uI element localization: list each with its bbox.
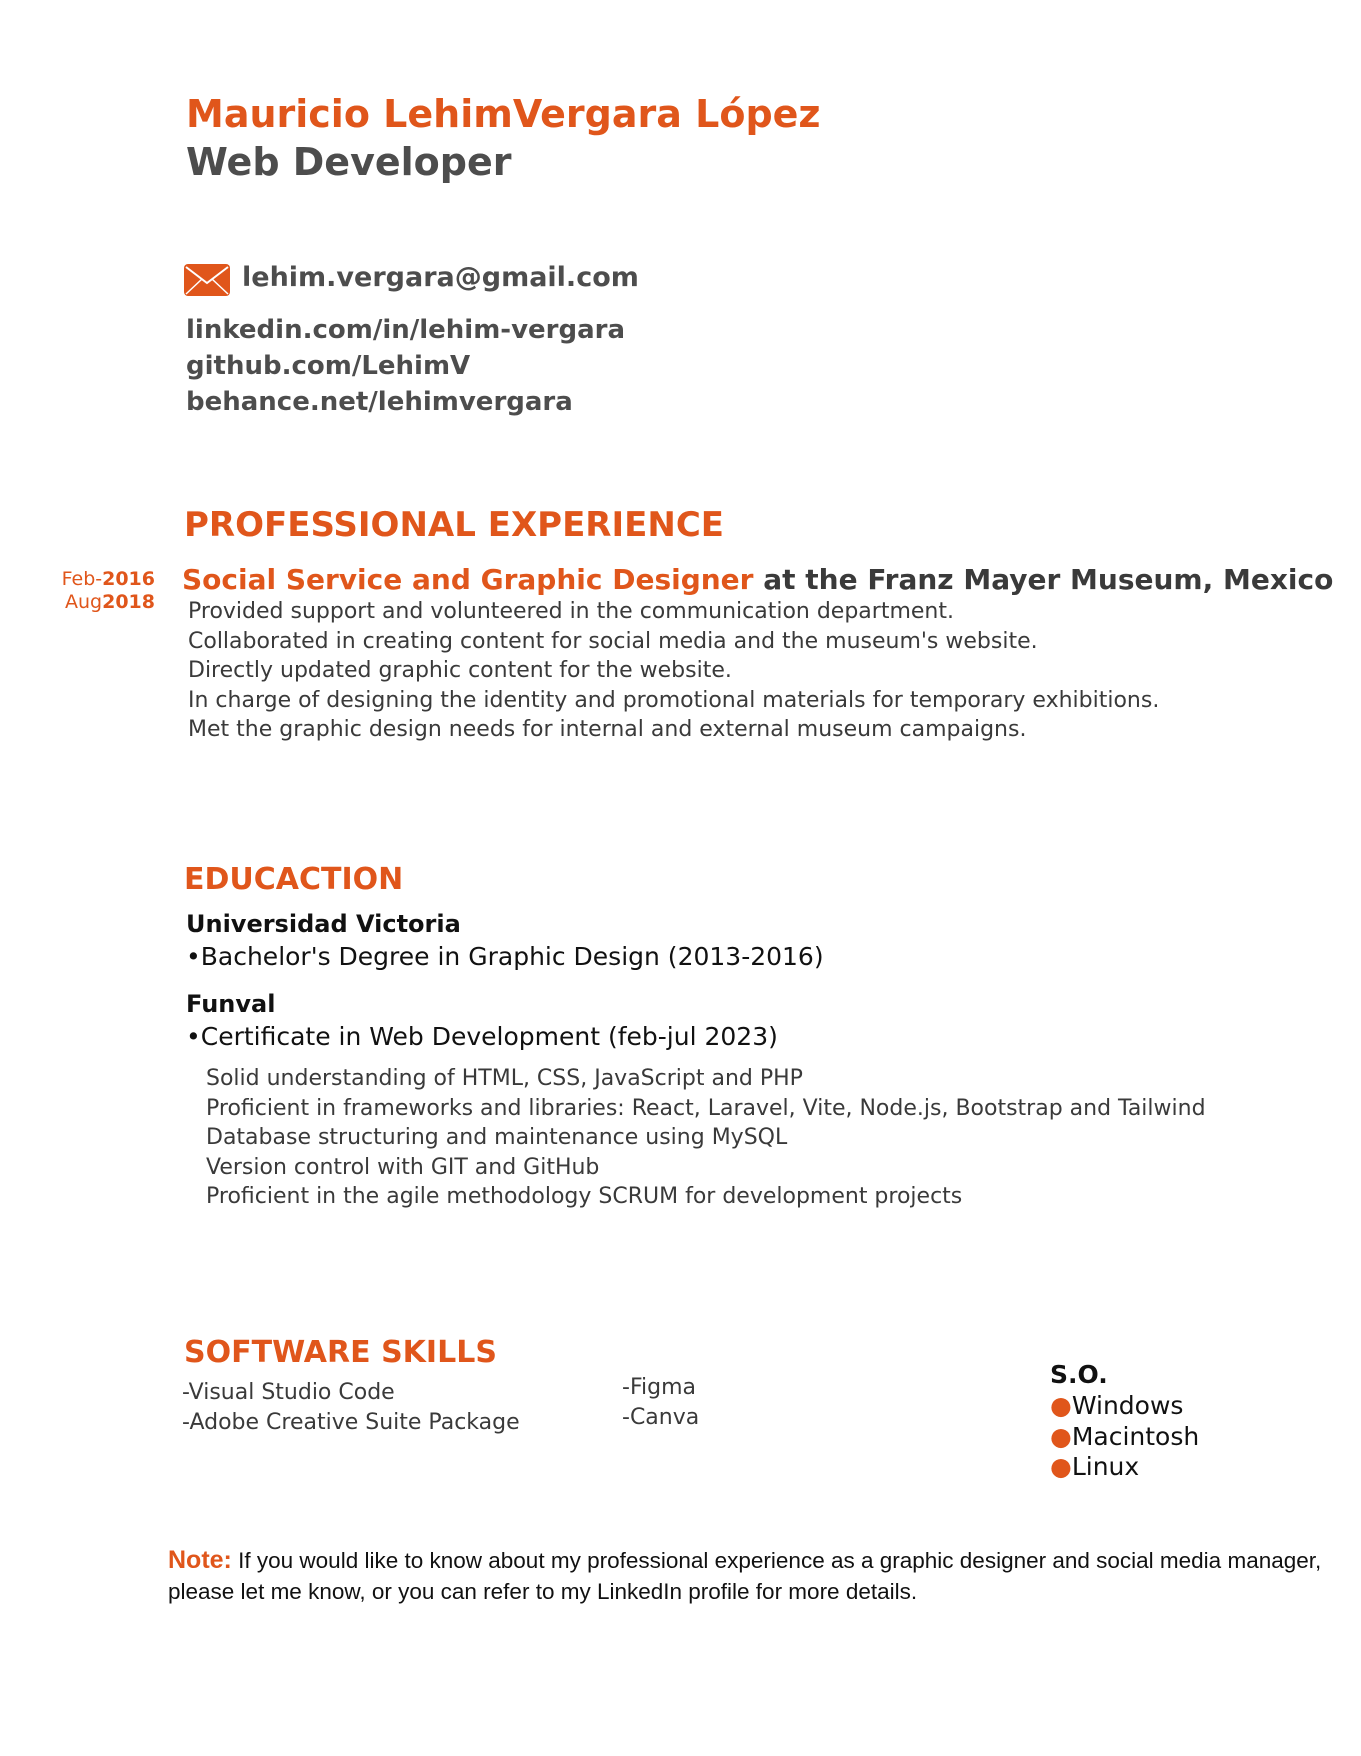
detail-item: Proficient in frameworks and libraries: React, Laravel, Vite, Node.js, Bootstrap and Tailwind — [206, 1095, 1206, 1121]
skill-item: -Figma — [622, 1375, 696, 1400]
job-company: at the Franz Mayer Museum, Mexico — [753, 563, 1334, 596]
experience-heading: PROFESSIONAL EXPERIENCE — [184, 505, 724, 545]
bullet-icon: ● — [1050, 1391, 1072, 1420]
skill-item: -Adobe Creative Suite Package — [182, 1410, 520, 1435]
school-name: Funval — [186, 990, 276, 1018]
os-item — [1050, 1452, 1199, 1483]
duty-item: Met the graphic design needs for internal and external museum campaigns. — [188, 717, 1027, 743]
bullet-icon: ● — [1050, 1452, 1072, 1481]
full-name: Mauricio LehimVergara López — [186, 92, 821, 136]
os-item — [1050, 1422, 1199, 1453]
duty-item: Collaborated in creating content for social media and the museum's website. — [188, 628, 1038, 654]
job-title-line — [182, 563, 1333, 596]
behance-link[interactable]: behance.net/lehimvergara — [186, 387, 573, 417]
job-title: Web Developer — [186, 140, 512, 184]
note-paragraph — [168, 1545, 1348, 1607]
profile-links — [186, 312, 625, 420]
os-item — [1050, 1391, 1199, 1422]
detail-item: Database structuring and maintenance using MySQL — [206, 1125, 788, 1151]
note-label: Note: — [168, 1546, 232, 1574]
detail-item: Solid understanding of HTML, CSS, JavaScript and PHP — [206, 1066, 803, 1091]
github-link[interactable]: github.com/LehimV — [186, 351, 471, 381]
start-year: 2016 — [102, 568, 155, 590]
email-link[interactable]: lehim.vergara@gmail.com — [242, 262, 639, 293]
education-heading: EDUCACTION — [184, 862, 404, 897]
os-list — [1050, 1391, 1199, 1483]
school-degree: •Certificate in Web Development (feb-jul 2023) — [186, 1022, 778, 1051]
skill-item: -Visual Studio Code — [182, 1380, 395, 1405]
certificate-details — [206, 1064, 1206, 1212]
note-text: If you would like to know about my professional experience as a graphic designer and social media manager, please let me know, or you can refer to my LinkedIn profile for more details. — [168, 1548, 1322, 1604]
duty-item: Provided support and volunteered in the communication department. — [188, 599, 954, 624]
skills-heading: SOFTWARE SKILLS — [184, 1335, 497, 1370]
start-month: Feb- — [61, 568, 103, 590]
school-name: Universidad Victoria — [186, 910, 461, 938]
skills-column-1 — [182, 1378, 520, 1438]
duty-item: Directly updated graphic content for the website. — [188, 658, 732, 684]
end-month: Aug — [65, 591, 103, 613]
os-heading: S.O. — [1050, 1360, 1108, 1389]
os-label: Linux — [1071, 1452, 1140, 1481]
job-dates — [40, 568, 155, 614]
envelope-icon — [184, 264, 230, 296]
duty-item: In charge of designing the identity and promotional materials for temporary exhibitions. — [188, 687, 1160, 713]
detail-item: Version control with GIT and GitHub — [206, 1154, 600, 1180]
os-label: Macintosh — [1071, 1421, 1200, 1451]
job-duties — [188, 597, 1159, 745]
bullet-icon: ● — [1050, 1421, 1072, 1451]
skills-column-2 — [622, 1373, 699, 1433]
school-degree: •Bachelor's Degree in Graphic Design (2013-2016) — [186, 942, 824, 971]
skill-item: -Canva — [622, 1405, 700, 1430]
detail-item: Proficient in the agile methodology SCRUM for development projects — [206, 1184, 963, 1210]
linkedin-link[interactable]: linkedin.com/in/lehim-vergara — [186, 315, 626, 345]
job-role: Social Service and Graphic Designer — [182, 563, 754, 596]
os-label: Windows — [1071, 1391, 1184, 1420]
end-year: 2018 — [102, 591, 155, 613]
